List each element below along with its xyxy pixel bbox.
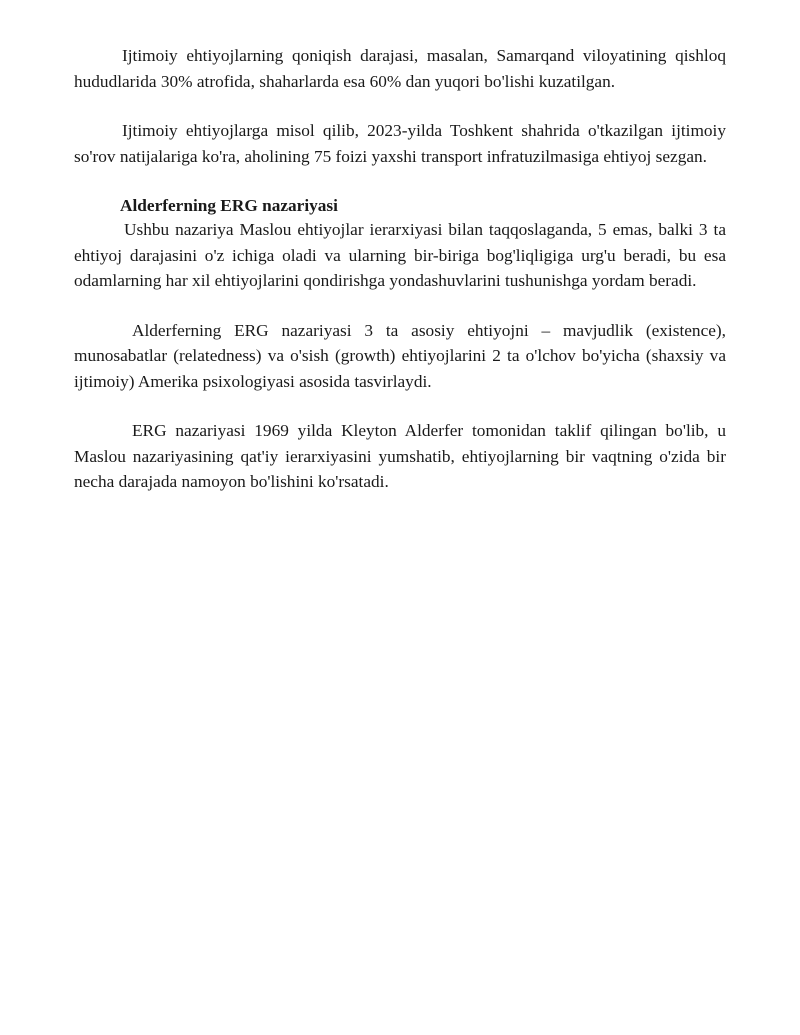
paragraph-erg-intro: Ushbu nazariya Maslou ehtiyojlar ierarxiyasi bilan taqqoslaganda, 5 emas, balki 3 ta ehtiyoj darajasini o'z ichiga oladi va ularning bir-biriga bog'liqligiga urg'u beradi, bu esa odamlarning har xil ehtiyojlarini qondirishga yondashuvlarini tushunishga yordam beradi. xyxy=(74,220,726,290)
paragraph-erg-needs: Alderferning ERG nazariyasi 3 ta asosiy ehtiyojni – mavjudlik (existence), munosabatlar (relatedness) va o'sish (growth) ehtiyojlarini 2 ta o'lchov bo'yicha (shaxsiy va ijtimoiy) Amerika psixologiyasi asosida tasvirlaydi. xyxy=(74,320,726,391)
section-heading: Alderferning ERG nazariyasi xyxy=(120,196,338,215)
document-body xyxy=(74,43,726,495)
paragraph-satisfaction-level: Ijtimoiy ehtiyojlarning qoniqish darajasi, masalan, Samarqand viloyatining qishloq hududlarida 30% atrofida, shaharlarda esa 60% dan yuqori bo'lishi kuzatilgan. xyxy=(74,46,726,91)
paragraph-survey-example: Ijtimoiy ehtiyojlarga misol qilib, 2023-yilda Toshkent shahrida o'tkazilgan ijtimoiy so'rov natijalariga ko'ra, aholining 75 foizi yaxshi transport infratuzilmasiga ehtiyoj sezgan. xyxy=(74,121,726,166)
paragraph-erg-history: ERG nazariyasi 1969 yilda Kleyton Alderfer tomonidan taklif qilingan bo'lib, u Maslou nazariyasining qat'iy ierarxiyasini yumshatib, ehtiyojlarning bir vaqtning o'zida bir necha darajada namoyon bo'lishini ko'rsatadi. xyxy=(74,421,726,491)
